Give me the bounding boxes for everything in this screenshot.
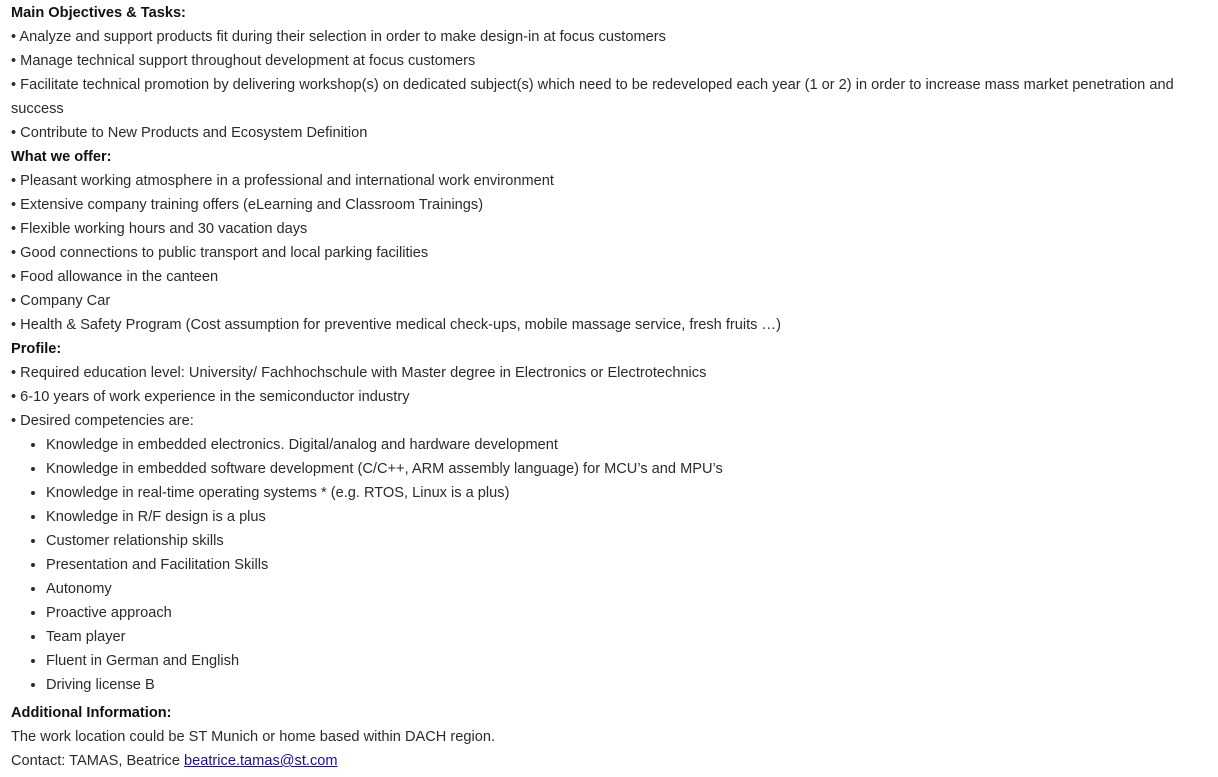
- work-location: The work location could be ST Munich or home based within DACH region.: [11, 729, 495, 745]
- offer-item: • Flexible working hours and 30 vacation days: [11, 221, 308, 237]
- additional-section: [11, 701, 1207, 773]
- offer-item: • Health & Safety Program (Cost assumption for preventive medical check-ups, mobile massage service, fresh fruits …): [11, 317, 781, 333]
- additional-heading: Additional Information:: [11, 705, 172, 721]
- objectives-section: [11, 1, 1207, 145]
- competencies-list: [11, 433, 1207, 697]
- competency-item: • Knowledge in real-time operating systems * (e.g. RTOS, Linux is a plus): [46, 481, 1207, 505]
- competency-item: • Knowledge in embedded software development (C/C++, ARM assembly language) for MCU’s and MPU’s: [46, 457, 1207, 481]
- offer-section: [11, 145, 1207, 337]
- profile-item: • 6-10 years of work experience in the semiconductor industry: [11, 389, 410, 405]
- competency-item: • Proactive approach: [46, 601, 1207, 625]
- offer-item: • Extensive company training offers (eLearning and Classroom Trainings): [11, 197, 484, 213]
- competency-item: • Customer relationship skills: [46, 529, 1207, 553]
- profile-heading: Profile:: [11, 341, 62, 357]
- competency-item: • Driving license B: [46, 673, 1207, 697]
- profile-item: • Desired competencies are:: [11, 413, 194, 429]
- contact-line: [11, 749, 1207, 773]
- contact-label: Contact: TAMAS, Beatrice: [11, 753, 185, 769]
- competency-item: • Autonomy: [46, 577, 1207, 601]
- objective-item: • Manage technical support throughout development at focus customers: [11, 53, 476, 69]
- competency-item: • Knowledge in embedded electronics. Digital/analog and hardware development: [46, 433, 1207, 457]
- competency-item: • Fluent in German and English: [46, 649, 1207, 673]
- objective-item: • Facilitate technical promotion by delivering workshop(s) on dedicated subject(s) which need to be redeveloped each year (1 or 2) in order to increase mass market penetration and success: [11, 77, 1174, 117]
- competency-item: • Team player: [46, 625, 1207, 649]
- offer-item: • Good connections to public transport and local parking facilities: [11, 245, 429, 261]
- offer-heading: What we offer:: [11, 149, 112, 165]
- objective-item: • Analyze and support products fit during their selection in order to make design-in at focus customers: [11, 29, 666, 45]
- profile-section: [11, 337, 1207, 697]
- competency-item: • Presentation and Facilitation Skills: [46, 553, 1207, 577]
- offer-item: • Company Car: [11, 293, 111, 309]
- contact-email-link[interactable]: beatrice.tamas@st.com: [184, 753, 338, 769]
- profile-item: • Required education level: University/ Fachhochschule with Master degree in Electronics or Electrotechnics: [11, 365, 707, 381]
- competency-item: • Knowledge in R/F design is a plus: [46, 505, 1207, 529]
- objective-item: • Contribute to New Products and Ecosystem Definition: [11, 125, 368, 141]
- offer-item: • Pleasant working atmosphere in a professional and international work environment: [11, 173, 554, 189]
- offer-item: • Food allowance in the canteen: [11, 269, 219, 285]
- objectives-heading: Main Objectives & Tasks:: [11, 5, 186, 21]
